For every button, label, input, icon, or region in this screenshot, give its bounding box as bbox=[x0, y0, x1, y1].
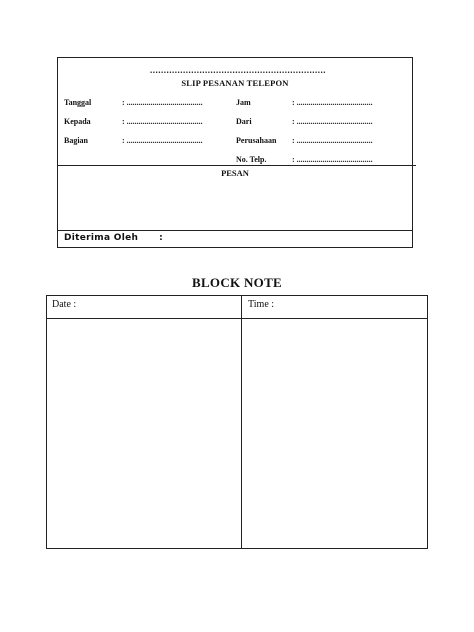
time-label: Time : bbox=[248, 299, 275, 310]
diterima-oleh-colon: : bbox=[159, 233, 163, 243]
phone-message-slip bbox=[57, 57, 413, 248]
field-no-telp bbox=[236, 155, 373, 165]
field-dari-label: Dari bbox=[236, 117, 252, 126]
field-kepada bbox=[64, 117, 203, 127]
field-jam bbox=[236, 98, 373, 108]
slip-title: SLIP PESANAN TELEPON bbox=[181, 78, 289, 88]
field-jam-label: Jam bbox=[236, 98, 251, 107]
diterima-oleh-label: Diterima Oleh bbox=[64, 233, 139, 243]
field-tanggal-value[interactable]: : ...................................... bbox=[122, 98, 203, 107]
field-perusahaan bbox=[236, 136, 373, 146]
field-dari bbox=[236, 117, 373, 127]
field-kepada-label: Kepada bbox=[64, 117, 91, 126]
field-tanggal-label: Tanggal bbox=[64, 98, 92, 107]
field-perusahaan-label: Perusahaan bbox=[236, 136, 277, 145]
field-no-telp-value[interactable]: : ...................................... bbox=[292, 155, 373, 164]
field-kepada-value[interactable]: : ...................................... bbox=[122, 117, 203, 126]
block-note-header-line bbox=[47, 318, 427, 319]
block-note-table bbox=[46, 295, 428, 549]
slip-divider-top bbox=[58, 165, 416, 166]
block-note-title: BLOCK NOTE bbox=[191, 275, 283, 290]
pesan-label: PESAN bbox=[221, 168, 249, 178]
field-dari-value[interactable]: : ...................................... bbox=[292, 117, 373, 126]
field-bagian-label: Bagian bbox=[64, 136, 89, 145]
field-bagian-value[interactable]: : ...................................... bbox=[122, 136, 203, 145]
field-no-telp-label: No. Telp. bbox=[236, 155, 267, 164]
field-jam-value[interactable]: : ...................................... bbox=[292, 98, 373, 107]
field-perusahaan-value[interactable]: : ...................................... bbox=[292, 136, 373, 145]
date-label: Date : bbox=[52, 299, 77, 310]
slip-divider-bottom bbox=[58, 230, 412, 231]
field-bagian bbox=[64, 136, 203, 146]
slip-dotted-line: ................................................................ bbox=[150, 65, 326, 75]
block-note-column-divider bbox=[241, 296, 242, 548]
field-tanggal bbox=[64, 98, 203, 108]
diterima-oleh bbox=[64, 233, 163, 243]
